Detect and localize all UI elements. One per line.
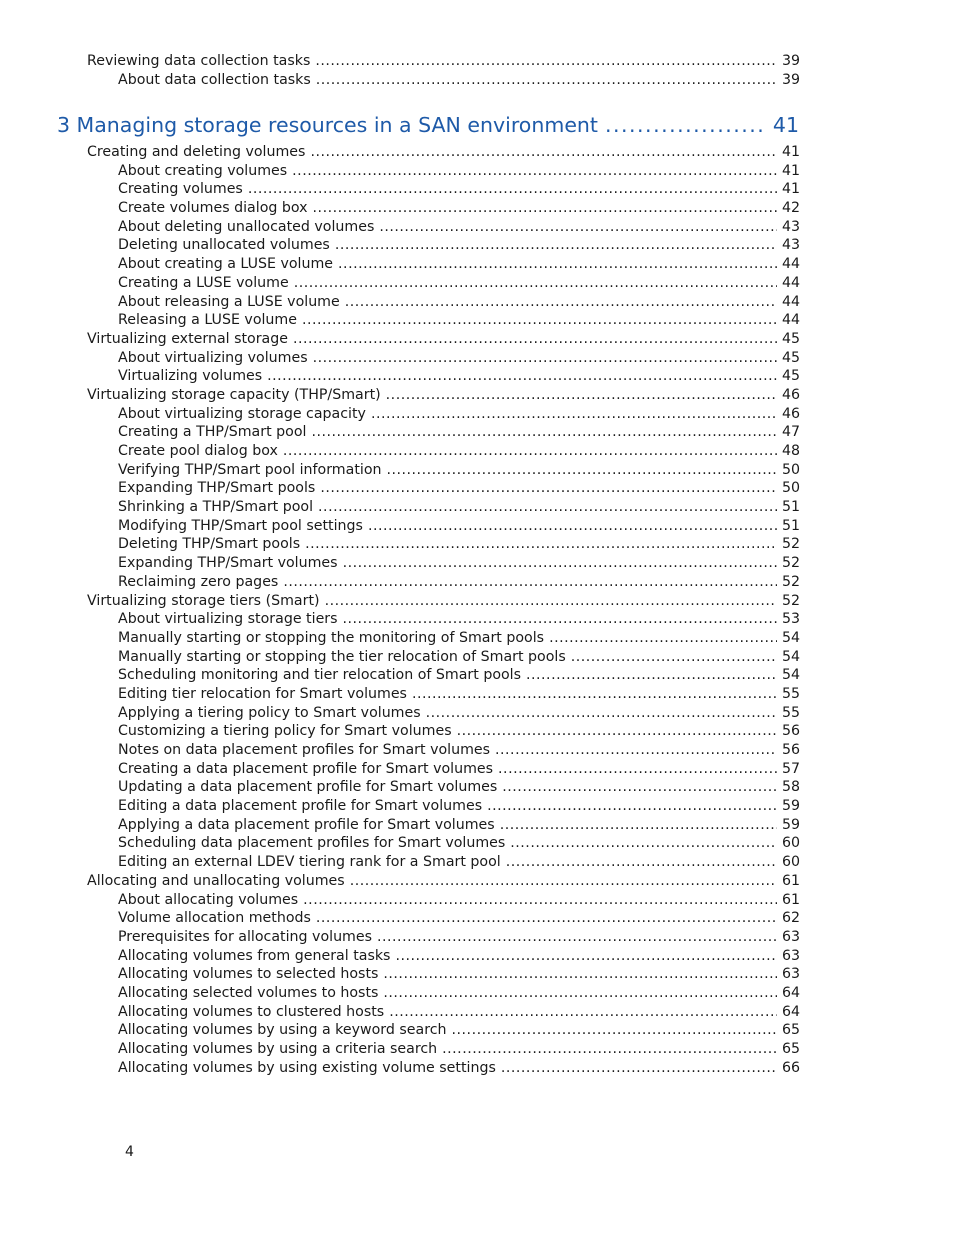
entry-page-number: 54 bbox=[781, 629, 800, 646]
dot-leader bbox=[267, 368, 777, 384]
toc-subsection-entry[interactable] bbox=[0, 705, 800, 724]
entry-title: Allocating volumes to selected hosts bbox=[118, 966, 379, 983]
toc-subsection-entry[interactable] bbox=[0, 1004, 800, 1023]
toc-subsection-entry[interactable] bbox=[0, 163, 800, 182]
toc-section-entry[interactable] bbox=[0, 144, 800, 163]
toc-subsection-entry[interactable] bbox=[0, 72, 800, 91]
dot-leader bbox=[526, 667, 777, 683]
entry-title: Notes on data placement profiles for Smart volumes bbox=[118, 742, 491, 758]
toc-subsection-entry[interactable] bbox=[0, 350, 800, 369]
toc-subsection-entry[interactable] bbox=[0, 798, 800, 817]
entry-page-number: 53 bbox=[781, 611, 800, 628]
entry-title: Expanding THP/Smart volumes bbox=[118, 555, 338, 572]
entry-page-number: 65 bbox=[781, 1041, 800, 1057]
entry-title: Releasing a LUSE volume bbox=[118, 312, 297, 329]
toc-subsection-entry[interactable] bbox=[0, 1022, 800, 1041]
dot-leader bbox=[571, 649, 777, 665]
entry-page-number: 54 bbox=[781, 648, 800, 665]
entry-title: Reviewing data collection tasks bbox=[87, 53, 311, 69]
toc-subsection-entry[interactable] bbox=[0, 985, 800, 1004]
entry-page-number: 59 bbox=[781, 798, 800, 815]
toc-subsection-entry[interactable] bbox=[0, 294, 800, 313]
dot-leader bbox=[368, 518, 777, 534]
toc-subsection-entry[interactable] bbox=[0, 817, 800, 836]
entry-title: Shrinking a THP/Smart pool bbox=[118, 499, 314, 516]
entry-page-number: 45 bbox=[781, 368, 800, 385]
entry-title: Scheduling monitoring and tier relocation of Smart pools bbox=[118, 667, 522, 684]
entry-title: Creating a data placement profile for Smart volumes bbox=[118, 760, 494, 777]
dot-leader bbox=[487, 798, 777, 814]
entry-title: Virtualizing storage capacity (THP/Smart) bbox=[87, 386, 381, 403]
entry-page-number: 62 bbox=[781, 910, 800, 927]
dot-leader bbox=[389, 1004, 777, 1020]
entry-title: Volume allocation methods bbox=[118, 910, 311, 927]
entry-title: Allocating volumes from general tasks bbox=[118, 947, 391, 964]
dot-leader bbox=[320, 480, 777, 496]
toc-subsection-entry[interactable] bbox=[0, 892, 800, 911]
toc-subsection-entry[interactable] bbox=[0, 200, 800, 219]
entry-title: About virtualizing volumes bbox=[118, 349, 308, 366]
entry-title: Allocating volumes by using a criteria search bbox=[118, 1041, 438, 1057]
entry-title: Create pool dialog box bbox=[118, 443, 278, 459]
entry-title: Scheduling data placement profiles for Smart volumes bbox=[118, 835, 506, 852]
toc-subsection-entry[interactable] bbox=[0, 929, 800, 948]
toc-subsection-entry[interactable] bbox=[0, 219, 800, 238]
dot-leader bbox=[442, 1041, 777, 1057]
entry-title: Verifying THP/Smart pool information bbox=[118, 461, 382, 478]
entry-title: About creating a LUSE volume bbox=[118, 256, 334, 273]
dot-leader bbox=[302, 312, 777, 328]
entry-title: About allocating volumes bbox=[118, 891, 299, 908]
entry-page-number: 39 bbox=[781, 71, 800, 88]
dot-leader bbox=[293, 331, 777, 347]
dot-leader bbox=[605, 113, 766, 137]
chapter-page-number: 41 bbox=[772, 113, 799, 137]
entry-title: Allocating selected volumes to hosts bbox=[118, 984, 379, 1001]
toc-subsection-entry[interactable] bbox=[0, 835, 800, 854]
dot-leader bbox=[343, 555, 777, 571]
entry-page-number: 54 bbox=[781, 667, 800, 684]
toc-subsection-entry[interactable] bbox=[0, 536, 800, 555]
entry-title: Editing tier relocation for Smart volumes bbox=[118, 685, 407, 702]
dot-leader bbox=[310, 144, 777, 160]
toc-subsection-entry[interactable] bbox=[0, 630, 800, 649]
toc-subsection-entry[interactable] bbox=[0, 499, 800, 518]
dot-leader bbox=[316, 910, 777, 926]
entry-title: Creating and deleting volumes bbox=[87, 144, 306, 160]
page-number: 4 bbox=[125, 1144, 134, 1160]
entry-title: Virtualizing volumes bbox=[118, 368, 263, 385]
toc-subsection-entry[interactable] bbox=[0, 574, 800, 593]
entry-page-number: 48 bbox=[781, 443, 800, 459]
toc-subsection-entry[interactable] bbox=[0, 424, 800, 443]
entry-page-number: 44 bbox=[781, 274, 800, 291]
dot-leader bbox=[452, 1022, 777, 1038]
dot-leader bbox=[371, 406, 777, 422]
dot-leader bbox=[345, 294, 777, 310]
entry-page-number: 61 bbox=[781, 872, 800, 889]
toc-subsection-entry[interactable] bbox=[0, 406, 800, 425]
entry-title: Customizing a tiering policy for Smart volumes bbox=[118, 723, 452, 740]
entry-page-number: 56 bbox=[781, 742, 800, 758]
dot-leader bbox=[377, 929, 777, 945]
entry-page-number: 52 bbox=[781, 536, 800, 553]
entry-page-number: 51 bbox=[781, 517, 800, 534]
toc-subsection-entry[interactable] bbox=[0, 686, 800, 705]
entry-page-number: 64 bbox=[781, 1003, 800, 1020]
entry-page-number: 45 bbox=[781, 330, 800, 347]
toc-subsection-entry[interactable] bbox=[0, 480, 800, 499]
entry-title: Manually starting or stopping the tier relocation of Smart pools bbox=[118, 648, 566, 665]
entry-title: About data collection tasks bbox=[118, 71, 311, 88]
dot-leader bbox=[343, 611, 777, 627]
entry-title: Expanding THP/Smart pools bbox=[118, 480, 316, 497]
toc-section-entry[interactable] bbox=[0, 873, 800, 892]
entry-title: Updating a data placement profile for Smart volumes bbox=[118, 779, 498, 796]
dot-leader bbox=[457, 723, 777, 739]
entry-title: Editing an external LDEV tiering rank for a Smart pool bbox=[118, 854, 501, 871]
dot-leader bbox=[426, 705, 777, 721]
toc-subsection-entry[interactable] bbox=[0, 742, 800, 761]
entry-page-number: 55 bbox=[781, 704, 800, 721]
chapter-heading[interactable] bbox=[0, 113, 799, 144]
dot-leader bbox=[383, 966, 777, 982]
entry-title: Reclaiming zero pages bbox=[118, 573, 279, 590]
entry-page-number: 57 bbox=[781, 760, 800, 777]
toc-subsection-entry[interactable] bbox=[0, 555, 800, 574]
dot-leader bbox=[303, 892, 777, 908]
toc-subsection-entry[interactable] bbox=[0, 275, 800, 294]
entry-page-number: 52 bbox=[781, 555, 800, 572]
dot-leader bbox=[311, 424, 776, 440]
entry-page-number: 51 bbox=[781, 499, 800, 516]
toc-subsection-entry[interactable] bbox=[0, 1041, 800, 1060]
dot-leader bbox=[501, 1060, 777, 1076]
entry-page-number: 41 bbox=[781, 162, 800, 179]
entry-page-number: 52 bbox=[781, 592, 800, 609]
entry-title: Applying a tiering policy to Smart volumes bbox=[118, 704, 421, 721]
toc-subsection-entry[interactable] bbox=[0, 518, 800, 537]
toc-subsection-entry[interactable] bbox=[0, 854, 800, 873]
entry-title: About virtualizing storage tiers bbox=[118, 611, 338, 628]
toc-subsection-entry[interactable] bbox=[0, 312, 800, 331]
dot-leader bbox=[305, 536, 777, 552]
toc-subsection-entry[interactable] bbox=[0, 761, 800, 780]
entry-title: Virtualizing external storage bbox=[87, 330, 288, 347]
entry-page-number: 61 bbox=[781, 891, 800, 908]
toc-subsection-entry[interactable] bbox=[0, 611, 800, 630]
entry-title: Allocating volumes by using a keyword search bbox=[118, 1022, 447, 1039]
dot-leader bbox=[386, 387, 777, 403]
entry-page-number: 42 bbox=[781, 200, 800, 217]
toc-entries bbox=[0, 144, 954, 1078]
toc-subsection-entry[interactable] bbox=[0, 181, 800, 200]
entry-page-number: 46 bbox=[781, 386, 800, 403]
toc-subsection-entry[interactable] bbox=[0, 237, 800, 256]
entry-page-number: 56 bbox=[781, 723, 800, 740]
entry-title: About creating volumes bbox=[118, 162, 288, 179]
entry-page-number: 66 bbox=[781, 1059, 800, 1076]
toc-section-entry[interactable] bbox=[0, 53, 800, 72]
dot-leader bbox=[283, 443, 777, 459]
entry-page-number: 47 bbox=[781, 424, 800, 441]
dot-leader bbox=[248, 181, 777, 197]
dot-leader bbox=[495, 742, 777, 758]
toc-section-entry[interactable] bbox=[0, 331, 800, 350]
dot-leader bbox=[379, 219, 777, 235]
dot-leader bbox=[549, 630, 777, 646]
entry-page-number: 52 bbox=[781, 573, 800, 590]
entry-page-number: 39 bbox=[781, 53, 800, 69]
dot-leader bbox=[500, 817, 777, 833]
entry-title: Deleting unallocated volumes bbox=[118, 237, 330, 254]
toc-subsection-entry[interactable] bbox=[0, 649, 800, 668]
entry-page-number: 44 bbox=[781, 256, 800, 273]
chapter-title: 3 Managing storage resources in a SAN environment bbox=[57, 113, 598, 137]
dot-leader bbox=[498, 761, 777, 777]
dot-leader bbox=[338, 256, 777, 272]
entry-title: Editing a data placement profile for Smart volumes bbox=[118, 798, 483, 815]
entry-title: Applying a data placement profile for Smart volumes bbox=[118, 816, 495, 833]
entry-title: Virtualizing storage tiers (Smart) bbox=[87, 592, 320, 609]
entry-title: Prerequisites for allocating volumes bbox=[118, 928, 373, 945]
toc-subsection-entry[interactable] bbox=[0, 723, 800, 742]
entry-page-number: 64 bbox=[781, 984, 800, 1001]
toc-section-entry[interactable] bbox=[0, 593, 800, 612]
dot-leader bbox=[412, 686, 777, 702]
toc-subsection-entry[interactable] bbox=[0, 368, 800, 387]
entry-title: Creating volumes bbox=[118, 181, 243, 198]
dot-leader bbox=[292, 163, 777, 179]
entry-title: Modifying THP/Smart pool settings bbox=[118, 517, 363, 534]
toc-top-section bbox=[0, 53, 954, 90]
entry-title: Create volumes dialog box bbox=[118, 200, 308, 217]
entry-title: About deleting unallocated volumes bbox=[118, 218, 375, 235]
entry-page-number: 44 bbox=[781, 293, 800, 310]
entry-page-number: 65 bbox=[781, 1022, 800, 1039]
entry-page-number: 60 bbox=[781, 835, 800, 852]
dot-leader bbox=[315, 53, 777, 69]
entry-title: Deleting THP/Smart pools bbox=[118, 536, 301, 553]
entry-title: Allocating and unallocating volumes bbox=[87, 872, 345, 889]
toc-subsection-entry[interactable] bbox=[0, 779, 800, 798]
entry-page-number: 63 bbox=[781, 947, 800, 964]
entry-title: About releasing a LUSE volume bbox=[118, 293, 340, 310]
toc-section-entry[interactable] bbox=[0, 387, 800, 406]
dot-leader bbox=[335, 237, 777, 253]
entry-title: Creating a THP/Smart pool bbox=[118, 424, 307, 441]
toc-chapter-section bbox=[0, 113, 954, 1078]
entry-page-number: 60 bbox=[781, 854, 800, 871]
toc-subsection-entry[interactable] bbox=[0, 667, 800, 686]
dot-leader bbox=[395, 948, 776, 964]
entry-page-number: 50 bbox=[781, 461, 800, 478]
dot-leader bbox=[383, 985, 777, 1001]
entry-page-number: 55 bbox=[781, 685, 800, 702]
entry-page-number: 43 bbox=[781, 218, 800, 235]
dot-leader bbox=[316, 72, 777, 88]
toc-subsection-entry[interactable] bbox=[0, 966, 800, 985]
toc-subsection-entry[interactable] bbox=[0, 256, 800, 275]
entry-page-number: 59 bbox=[781, 816, 800, 833]
dot-leader bbox=[325, 593, 777, 609]
toc-subsection-entry[interactable] bbox=[0, 948, 800, 967]
entry-page-number: 44 bbox=[781, 312, 800, 329]
dot-leader bbox=[350, 873, 777, 889]
toc-subsection-entry[interactable] bbox=[0, 910, 800, 929]
dot-leader bbox=[502, 779, 777, 795]
entry-title: Manually starting or stopping the monitoring of Smart pools bbox=[118, 629, 545, 646]
dot-leader bbox=[510, 835, 777, 851]
toc-subsection-entry[interactable] bbox=[0, 1060, 800, 1079]
entry-page-number: 41 bbox=[781, 181, 800, 198]
entry-page-number: 63 bbox=[781, 928, 800, 945]
entry-page-number: 50 bbox=[781, 480, 800, 497]
dot-leader bbox=[506, 854, 777, 870]
dot-leader bbox=[313, 200, 777, 216]
dot-leader bbox=[294, 275, 777, 291]
dot-leader bbox=[313, 350, 777, 366]
toc-subsection-entry[interactable] bbox=[0, 462, 800, 481]
entry-title: Allocating volumes by using existing volume settings bbox=[118, 1059, 496, 1076]
entry-page-number: 45 bbox=[781, 349, 800, 366]
entry-title: About virtualizing storage capacity bbox=[118, 405, 366, 422]
dot-leader bbox=[387, 462, 777, 478]
toc-subsection-entry[interactable] bbox=[0, 443, 800, 462]
entry-title: Creating a LUSE volume bbox=[118, 274, 289, 291]
entry-title: Allocating volumes to clustered hosts bbox=[118, 1003, 385, 1020]
entry-page-number: 43 bbox=[781, 237, 800, 254]
entry-page-number: 41 bbox=[781, 144, 800, 160]
dot-leader bbox=[283, 574, 777, 590]
dot-leader bbox=[318, 499, 777, 515]
entry-page-number: 63 bbox=[781, 966, 800, 983]
entry-page-number: 46 bbox=[781, 405, 800, 422]
entry-page-number: 58 bbox=[781, 779, 800, 796]
